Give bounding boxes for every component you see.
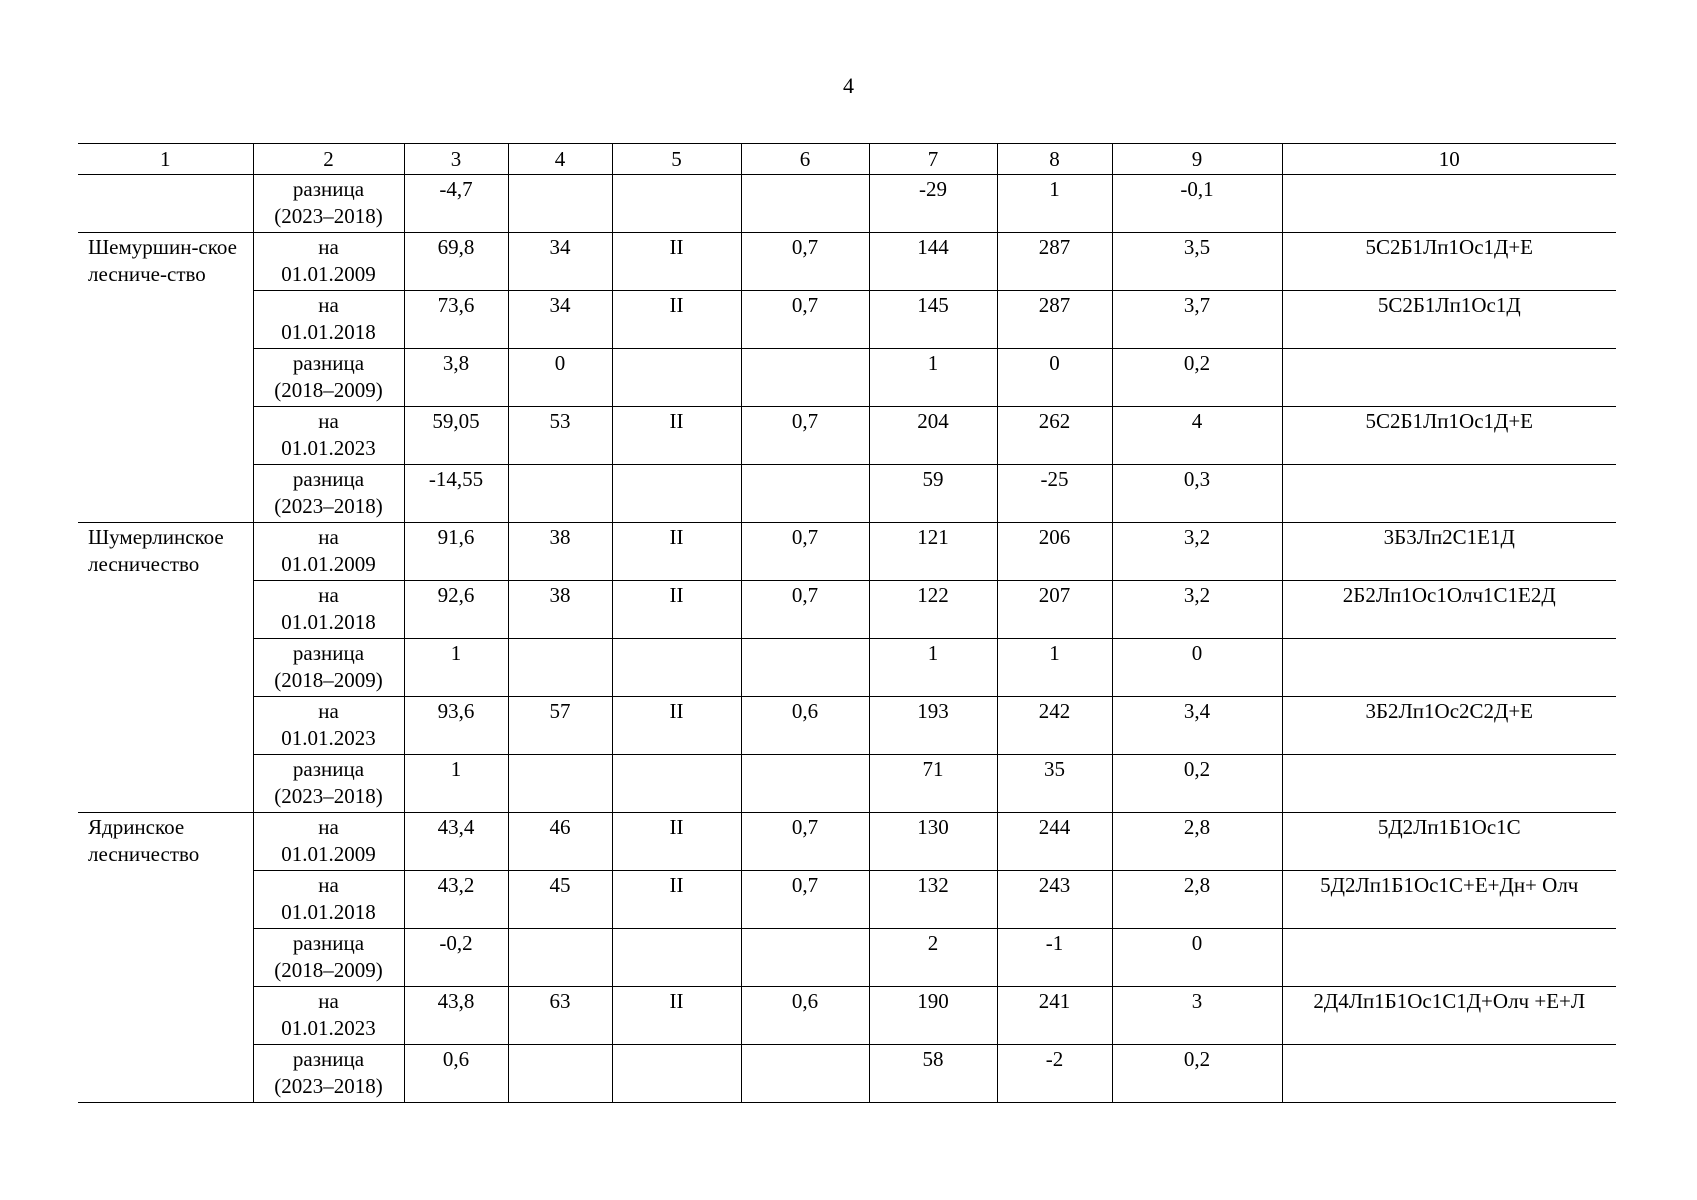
value-cell-c4: 34 — [508, 233, 612, 291]
value-cell-c3: 3,8 — [404, 349, 508, 407]
value-cell-c4 — [508, 755, 612, 813]
value-cell-c9: 0 — [1112, 639, 1282, 697]
period-label: разница — [292, 177, 365, 201]
value-cell-c7: 145 — [869, 291, 997, 349]
value-cell-c8: 287 — [997, 291, 1112, 349]
value-cell-c8: -25 — [997, 465, 1112, 523]
value-cell-c3: 59,05 — [404, 407, 508, 465]
period-label: на — [318, 525, 339, 549]
value-cell-c4 — [508, 465, 612, 523]
value-cell-c10: 5Д2Лп1Б1Ос1С+Е+Дн+ Олч — [1282, 871, 1616, 929]
period-label: на — [318, 873, 339, 897]
value-cell-c4 — [508, 929, 612, 987]
value-cell-c7: 130 — [869, 813, 997, 871]
value-cell-c9: 3,2 — [1112, 581, 1282, 639]
value-cell-c6: 0,7 — [741, 233, 869, 291]
period-date: 01.01.2009 — [281, 262, 376, 286]
value-cell-c5: II — [612, 523, 741, 581]
value-cell-c10 — [1282, 929, 1616, 987]
period-cell — [253, 581, 404, 639]
value-cell-c9: 2,8 — [1112, 813, 1282, 871]
period-cell — [253, 233, 404, 291]
value-cell-c3: 0,6 — [404, 1045, 508, 1103]
period-cell — [253, 407, 404, 465]
period-label: разница — [292, 1047, 365, 1071]
value-cell-c6 — [741, 465, 869, 523]
value-cell-c8: 241 — [997, 987, 1112, 1045]
period-cell — [253, 929, 404, 987]
value-cell-c8: -1 — [997, 929, 1112, 987]
value-cell-c9: 3,5 — [1112, 233, 1282, 291]
value-cell-c10: 2Д4Лп1Б1Ос1С1Д+Олч +Е+Л — [1282, 987, 1616, 1045]
value-cell-c10: 3Б2Лп1Ос2С2Д+Е — [1282, 697, 1616, 755]
value-cell-c10: 5С2Б1Лп1Ос1Д — [1282, 291, 1616, 349]
value-cell-c9: 0,2 — [1112, 1045, 1282, 1103]
value-cell-c4: 34 — [508, 291, 612, 349]
value-cell-c3: 73,6 — [404, 291, 508, 349]
value-cell-c9: 3,4 — [1112, 697, 1282, 755]
period-cell — [253, 987, 404, 1045]
forestry-name-cell: Ядринское лесничество — [78, 813, 253, 1103]
forestry-name-cell — [78, 175, 253, 233]
period-label: на — [318, 815, 339, 839]
value-cell-c4: 57 — [508, 697, 612, 755]
period-date: (2023–2018) — [274, 204, 383, 228]
value-cell-c5 — [612, 349, 741, 407]
period-date: (2018–2009) — [274, 958, 383, 982]
value-cell-c6 — [741, 639, 869, 697]
value-cell-c3: 93,6 — [404, 697, 508, 755]
value-cell-c4 — [508, 639, 612, 697]
value-cell-c6: 0,7 — [741, 813, 869, 871]
value-cell-c5: II — [612, 987, 741, 1045]
forest-data-table — [78, 143, 1616, 1103]
forestry-name-cell: Шумерлинское лесничество — [78, 523, 253, 813]
header-row — [78, 144, 1616, 175]
value-cell-c6: 0,7 — [741, 871, 869, 929]
header-cell: 7 — [869, 144, 997, 175]
value-cell-c6 — [741, 1045, 869, 1103]
value-cell-c4: 0 — [508, 349, 612, 407]
period-date: 01.01.2023 — [281, 726, 376, 750]
value-cell-c9: 2,8 — [1112, 871, 1282, 929]
header-cell: 2 — [253, 144, 404, 175]
table-row — [78, 581, 1616, 639]
table-row — [78, 755, 1616, 813]
value-cell-c7: 122 — [869, 581, 997, 639]
value-cell-c6: 0,7 — [741, 291, 869, 349]
value-cell-c6 — [741, 175, 869, 233]
period-date: (2018–2009) — [274, 378, 383, 402]
table-row — [78, 813, 1616, 871]
period-date: 01.01.2018 — [281, 320, 376, 344]
value-cell-c8: -2 — [997, 1045, 1112, 1103]
value-cell-c8: 262 — [997, 407, 1112, 465]
header-cell: 5 — [612, 144, 741, 175]
period-label: на — [318, 409, 339, 433]
header-cell: 9 — [1112, 144, 1282, 175]
value-cell-c7: 59 — [869, 465, 997, 523]
period-label: разница — [292, 641, 365, 665]
period-date: (2023–2018) — [274, 1074, 383, 1098]
value-cell-c10 — [1282, 639, 1616, 697]
table-row — [78, 465, 1616, 523]
value-cell-c6: 0,6 — [741, 987, 869, 1045]
period-date: (2023–2018) — [274, 784, 383, 808]
period-cell — [253, 291, 404, 349]
table-row — [78, 929, 1616, 987]
period-label: разница — [292, 757, 365, 781]
period-cell — [253, 349, 404, 407]
period-cell — [253, 639, 404, 697]
value-cell-c3: 69,8 — [404, 233, 508, 291]
value-cell-c10: 5С2Б1Лп1Ос1Д+Е — [1282, 233, 1616, 291]
value-cell-c9: 0,3 — [1112, 465, 1282, 523]
period-date: 01.01.2018 — [281, 900, 376, 924]
header-cell: 10 — [1282, 144, 1616, 175]
period-cell — [253, 813, 404, 871]
value-cell-c5: II — [612, 233, 741, 291]
period-label: на — [318, 989, 339, 1013]
value-cell-c5: II — [612, 871, 741, 929]
value-cell-c9: 0,2 — [1112, 755, 1282, 813]
value-cell-c9: 4 — [1112, 407, 1282, 465]
table-row — [78, 233, 1616, 291]
value-cell-c7: 144 — [869, 233, 997, 291]
header-cell: 3 — [404, 144, 508, 175]
period-label: разница — [292, 467, 365, 491]
table-row — [78, 987, 1616, 1045]
value-cell-c7: 1 — [869, 639, 997, 697]
header-cell: 8 — [997, 144, 1112, 175]
value-cell-c10: 3Б3Лп2С1Е1Д — [1282, 523, 1616, 581]
value-cell-c8: 242 — [997, 697, 1112, 755]
value-cell-c3: 43,4 — [404, 813, 508, 871]
header-cell: 1 — [78, 144, 253, 175]
period-date: 01.01.2023 — [281, 436, 376, 460]
value-cell-c8: 244 — [997, 813, 1112, 871]
table-body — [78, 144, 1616, 1103]
period-cell — [253, 871, 404, 929]
value-cell-c3: 91,6 — [404, 523, 508, 581]
header-cell: 4 — [508, 144, 612, 175]
value-cell-c5 — [612, 929, 741, 987]
period-date: 01.01.2009 — [281, 842, 376, 866]
value-cell-c9: -0,1 — [1112, 175, 1282, 233]
value-cell-c5 — [612, 639, 741, 697]
period-label: на — [318, 235, 339, 259]
value-cell-c6 — [741, 929, 869, 987]
period-cell — [253, 175, 404, 233]
value-cell-c9: 3 — [1112, 987, 1282, 1045]
value-cell-c9: 3,7 — [1112, 291, 1282, 349]
value-cell-c4: 63 — [508, 987, 612, 1045]
value-cell-c6: 0,7 — [741, 407, 869, 465]
value-cell-c4: 46 — [508, 813, 612, 871]
period-label: разница — [292, 931, 365, 955]
value-cell-c3: 1 — [404, 755, 508, 813]
value-cell-c4: 53 — [508, 407, 612, 465]
value-cell-c3: -14,55 — [404, 465, 508, 523]
value-cell-c6: 0,7 — [741, 581, 869, 639]
value-cell-c10 — [1282, 465, 1616, 523]
period-label: на — [318, 293, 339, 317]
period-cell — [253, 755, 404, 813]
value-cell-c10: 5С2Б1Лп1Ос1Д+Е — [1282, 407, 1616, 465]
value-cell-c7: 121 — [869, 523, 997, 581]
page-number: 4 — [843, 73, 854, 98]
period-date: 01.01.2009 — [281, 552, 376, 576]
value-cell-c4: 45 — [508, 871, 612, 929]
value-cell-c7: 193 — [869, 697, 997, 755]
value-cell-c8: 207 — [997, 581, 1112, 639]
period-cell — [253, 1045, 404, 1103]
value-cell-c10 — [1282, 349, 1616, 407]
value-cell-c8: 1 — [997, 639, 1112, 697]
value-cell-c7: 204 — [869, 407, 997, 465]
table-row — [78, 639, 1616, 697]
value-cell-c3: -4,7 — [404, 175, 508, 233]
value-cell-c4 — [508, 1045, 612, 1103]
value-cell-c10: 5Д2Лп1Б1Ос1С — [1282, 813, 1616, 871]
value-cell-c5 — [612, 755, 741, 813]
period-cell — [253, 523, 404, 581]
value-cell-c7: 132 — [869, 871, 997, 929]
value-cell-c8: 35 — [997, 755, 1112, 813]
table-row — [78, 523, 1616, 581]
value-cell-c6: 0,7 — [741, 523, 869, 581]
table-row — [78, 291, 1616, 349]
value-cell-c9: 0 — [1112, 929, 1282, 987]
value-cell-c6 — [741, 349, 869, 407]
table-row — [78, 175, 1616, 233]
value-cell-c3: -0,2 — [404, 929, 508, 987]
header-cell: 6 — [741, 144, 869, 175]
value-cell-c7: 190 — [869, 987, 997, 1045]
period-date: (2018–2009) — [274, 668, 383, 692]
value-cell-c5: II — [612, 697, 741, 755]
value-cell-c5 — [612, 1045, 741, 1103]
value-cell-c8: 243 — [997, 871, 1112, 929]
period-date: (2023–2018) — [274, 494, 383, 518]
value-cell-c3: 92,6 — [404, 581, 508, 639]
value-cell-c6: 0,6 — [741, 697, 869, 755]
period-date: 01.01.2018 — [281, 610, 376, 634]
value-cell-c8: 287 — [997, 233, 1112, 291]
period-label: разница — [292, 351, 365, 375]
value-cell-c3: 43,2 — [404, 871, 508, 929]
value-cell-c5 — [612, 465, 741, 523]
period-label: на — [318, 699, 339, 723]
value-cell-c5: II — [612, 581, 741, 639]
value-cell-c7: 2 — [869, 929, 997, 987]
value-cell-c10: 2Б2Лп1Ос1Олч1С1Е2Д — [1282, 581, 1616, 639]
value-cell-c7: 71 — [869, 755, 997, 813]
value-cell-c4: 38 — [508, 523, 612, 581]
period-date: 01.01.2023 — [281, 1016, 376, 1040]
period-label: на — [318, 583, 339, 607]
value-cell-c4: 38 — [508, 581, 612, 639]
table-row — [78, 697, 1616, 755]
value-cell-c6 — [741, 755, 869, 813]
value-cell-c7: -29 — [869, 175, 997, 233]
period-cell — [253, 465, 404, 523]
value-cell-c10 — [1282, 755, 1616, 813]
table-row — [78, 871, 1616, 929]
value-cell-c8: 1 — [997, 175, 1112, 233]
table-row — [78, 1045, 1616, 1103]
forestry-name-cell: Шемуршин-ское лесниче-ство — [78, 233, 253, 523]
value-cell-c4 — [508, 175, 612, 233]
value-cell-c9: 0,2 — [1112, 349, 1282, 407]
value-cell-c5 — [612, 175, 741, 233]
value-cell-c9: 3,2 — [1112, 523, 1282, 581]
value-cell-c3: 43,8 — [404, 987, 508, 1045]
value-cell-c7: 58 — [869, 1045, 997, 1103]
value-cell-c3: 1 — [404, 639, 508, 697]
value-cell-c7: 1 — [869, 349, 997, 407]
value-cell-c5: II — [612, 407, 741, 465]
period-cell — [253, 697, 404, 755]
table-row — [78, 407, 1616, 465]
table-row — [78, 349, 1616, 407]
value-cell-c10 — [1282, 1045, 1616, 1103]
value-cell-c5: II — [612, 291, 741, 349]
value-cell-c10 — [1282, 175, 1616, 233]
value-cell-c5: II — [612, 813, 741, 871]
value-cell-c8: 206 — [997, 523, 1112, 581]
value-cell-c8: 0 — [997, 349, 1112, 407]
